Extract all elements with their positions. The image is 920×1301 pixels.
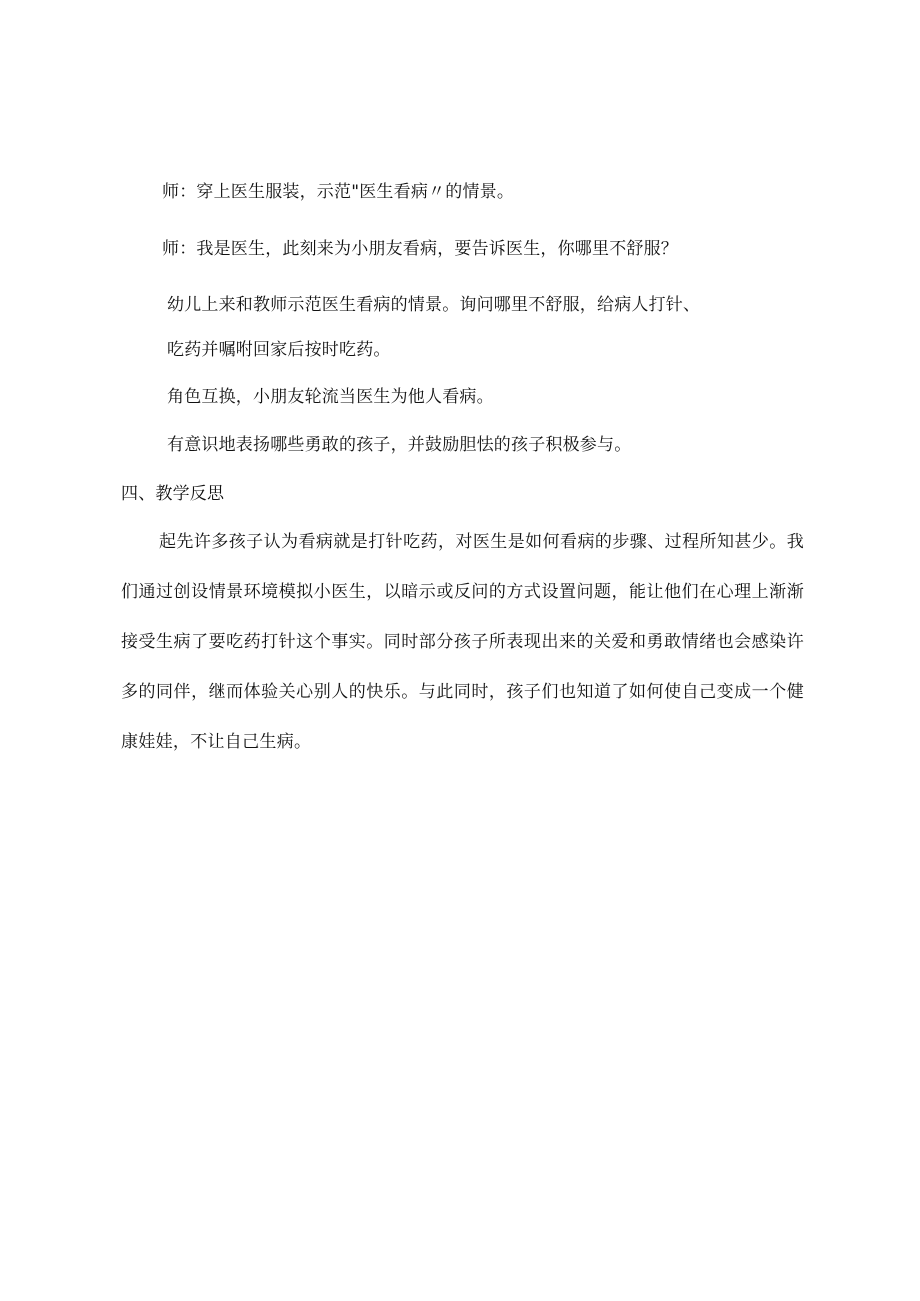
activity-line-2: 吃药并嘱咐回家后按时吃药。: [167, 340, 391, 360]
teacher-line-2: 师：我是医生，此刻来为小朋友看病，要告诉医生，你哪里不舒服？: [162, 239, 678, 259]
section-heading: 四、教学反思: [121, 484, 225, 504]
teacher-line-1: 师：穿上医生服装，示范"医生看病〃的情景。: [162, 182, 515, 202]
activity-line-3: 角色互换，小朋友轮流当医生为他人看病。: [167, 387, 494, 407]
activity-line-4: 有意识地表扬哪些勇敢的孩子，并鼓励胆怯的孩子积极参与。: [167, 435, 632, 455]
activity-line-1: 幼儿上来和教师示范医生看病的情景。询问哪里不舒服，给病人打针、: [167, 295, 701, 315]
reflection-paragraph: 起先许多孩子认为看病就是打针吃药，对医生是如何看病的步骤、过程所知甚少。我们通过创设情景环境模拟小医生，以暗示或反问的方式设置问题，能让他们在心理上渐渐接受生病了要吃药打针这个事实。同时部分孩子所表现出来的关爱和勇敢情绪也会感染许多的同伴，继而体验关心别人的快乐。与此同时，孩子们也知道了如何使自己变成一个健康娃娃，不让自己生病。: [121, 532, 804, 752]
